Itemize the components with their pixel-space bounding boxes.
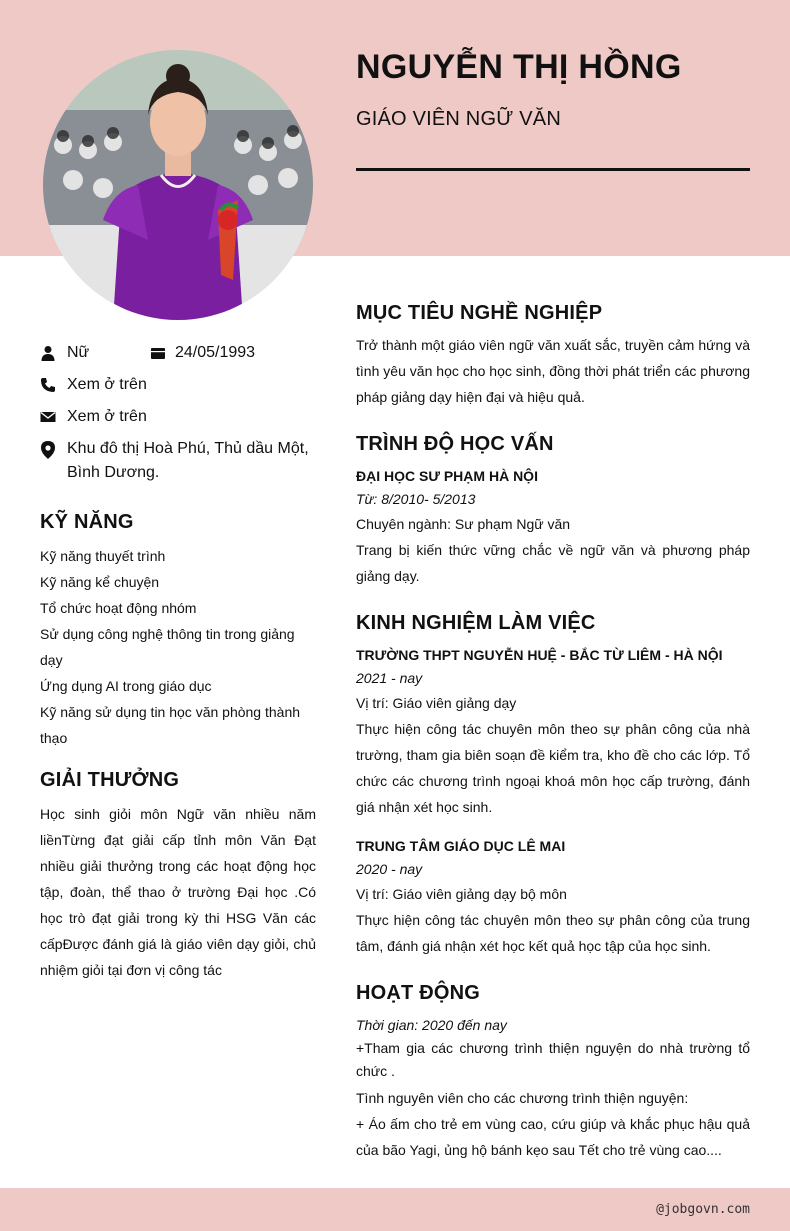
experience-job-1 bbox=[356, 644, 750, 820]
gender-value: Nữ bbox=[67, 344, 90, 361]
experience-title: KINH NGHIỆM LÀM VIỆC bbox=[356, 612, 596, 634]
activities-line-2: Tình nguyên viên cho các chương trình thiện nguyện: bbox=[356, 1090, 689, 1106]
education-title: TRÌNH ĐỘ HỌC VẤN bbox=[356, 433, 554, 455]
job-description: Thực hiện công tác chuyên môn theo sự phân công của trung tâm, đánh giá nhận xét học kết quả học tập của học sinh. bbox=[356, 912, 750, 954]
address-line-1: Khu đô thị Hoà Phú, Thủ dầu Một, bbox=[67, 440, 309, 457]
activities-section bbox=[356, 1013, 750, 1163]
activities-period: Thời gian: 2020 đến nay bbox=[356, 1017, 507, 1033]
skill-item: Kỹ năng sử dụng tin học văn phòng thành thạo bbox=[40, 704, 301, 746]
job-org: TRƯỜNG THPT NGUYỄN HUỆ - BẮC TỪ LIÊM - HÀ NỘI bbox=[356, 647, 723, 663]
phone-value: Xem ở trên bbox=[67, 376, 147, 393]
objective-text: Trở thành một giáo viên ngữ văn xuất sắc, truyền cảm hứng và tình yêu văn học cho học sinh, đồng thời phát triển các phương pháp giảng dạy hiện đại và hiệu quả. bbox=[356, 337, 750, 405]
skills-list bbox=[40, 543, 316, 751]
location-pin-icon bbox=[40, 441, 56, 459]
skill-item: Kỹ năng kể chuyện bbox=[40, 574, 160, 590]
skill-item: Sử dụng công nghệ thông tin trong giảng dạy bbox=[40, 626, 295, 668]
portrait-image bbox=[43, 50, 313, 320]
job-period: 2021 - nay bbox=[356, 670, 423, 686]
activities-line-1: +Tham gia các chương trình thiện nguyện do nhà trường tổ chức . bbox=[356, 1040, 750, 1079]
address-line-2: Bình Dương. bbox=[67, 464, 160, 481]
school-name: ĐẠI HỌC SƯ PHẠM HÀ NỘI bbox=[356, 468, 538, 484]
footer-watermark: @jobgovn.com bbox=[656, 1202, 750, 1217]
awards-text: Học sinh giỏi môn Ngữ văn nhiều năm liềnTừng đạt giải cấp tỉnh môn Văn Đạt nhiều giải thưởng trong các hoạt động học tập, đoàn, thể thao ở trường Đại học .Có học trò đạt giải trong kỳ thi HSG Văn các cấpĐược đánh giá là giáo viên dạy giỏi, chủ nhiệm giỏi tại đơn vị công tác bbox=[40, 806, 316, 978]
job-org: TRUNG TÂM GIÁO DỤC LÊ MAI bbox=[356, 838, 566, 854]
education-major: Chuyên ngành: Sư phạm Ngữ văn bbox=[356, 516, 571, 532]
calendar-icon bbox=[150, 345, 166, 361]
job-position: Vị trí: Giáo viên giảng dạy bộ môn bbox=[356, 886, 567, 902]
person-icon bbox=[40, 345, 56, 361]
job-description: Thực hiện công tác chuyên môn theo sự phân công của nhà trường, tham gia biên soạn đề kiểm tra, kho đề cho các lớp. Tổ chức các chương trình ngoại khoá môn học cấp trường, đánh giá nhận xét học sinh. bbox=[356, 721, 750, 815]
skill-item: Ứng dụng AI trong giáo dục bbox=[40, 678, 212, 694]
awards-title: GIẢI THƯỞNG bbox=[40, 769, 180, 791]
profile-photo bbox=[43, 50, 313, 320]
title-divider bbox=[356, 168, 750, 171]
education-section bbox=[356, 465, 750, 589]
education-description: Trang bị kiến thức vững chắc về ngữ văn và phương pháp giảng dạy. bbox=[356, 542, 750, 584]
skills-title: KỸ NĂNG bbox=[40, 511, 134, 533]
objective-section bbox=[356, 332, 750, 410]
email-value: Xem ở trên bbox=[67, 408, 147, 425]
candidate-name: NGUYỄN THỊ HỒNG bbox=[356, 48, 682, 86]
email-icon bbox=[40, 409, 56, 425]
job-position: Vị trí: Giáo viên giảng dạy bbox=[356, 695, 517, 711]
experience-job-2 bbox=[356, 835, 750, 959]
skill-item: Kỹ năng thuyết trình bbox=[40, 548, 166, 564]
birthdate-value: 24/05/1993 bbox=[175, 344, 256, 361]
phone-icon bbox=[40, 377, 56, 393]
job-period: 2020 - nay bbox=[356, 861, 423, 877]
education-period: Từ: 8/2010- 5/2013 bbox=[356, 491, 476, 507]
activities-title: HOẠT ĐỘNG bbox=[356, 982, 481, 1004]
job-title: GIÁO VIÊN NGỮ VĂN bbox=[356, 108, 561, 130]
skill-item: Tổ chức hoạt động nhóm bbox=[40, 600, 197, 616]
objective-title: MỤC TIÊU NGHỀ NGHIỆP bbox=[356, 302, 603, 324]
activities-line-3: + Áo ấm cho trẻ em vùng cao, cứu giúp và khắc phục hậu quả của bão Yagi, ủng hộ bánh kẹo sau Tết cho trẻ vùng cao.... bbox=[356, 1116, 750, 1158]
